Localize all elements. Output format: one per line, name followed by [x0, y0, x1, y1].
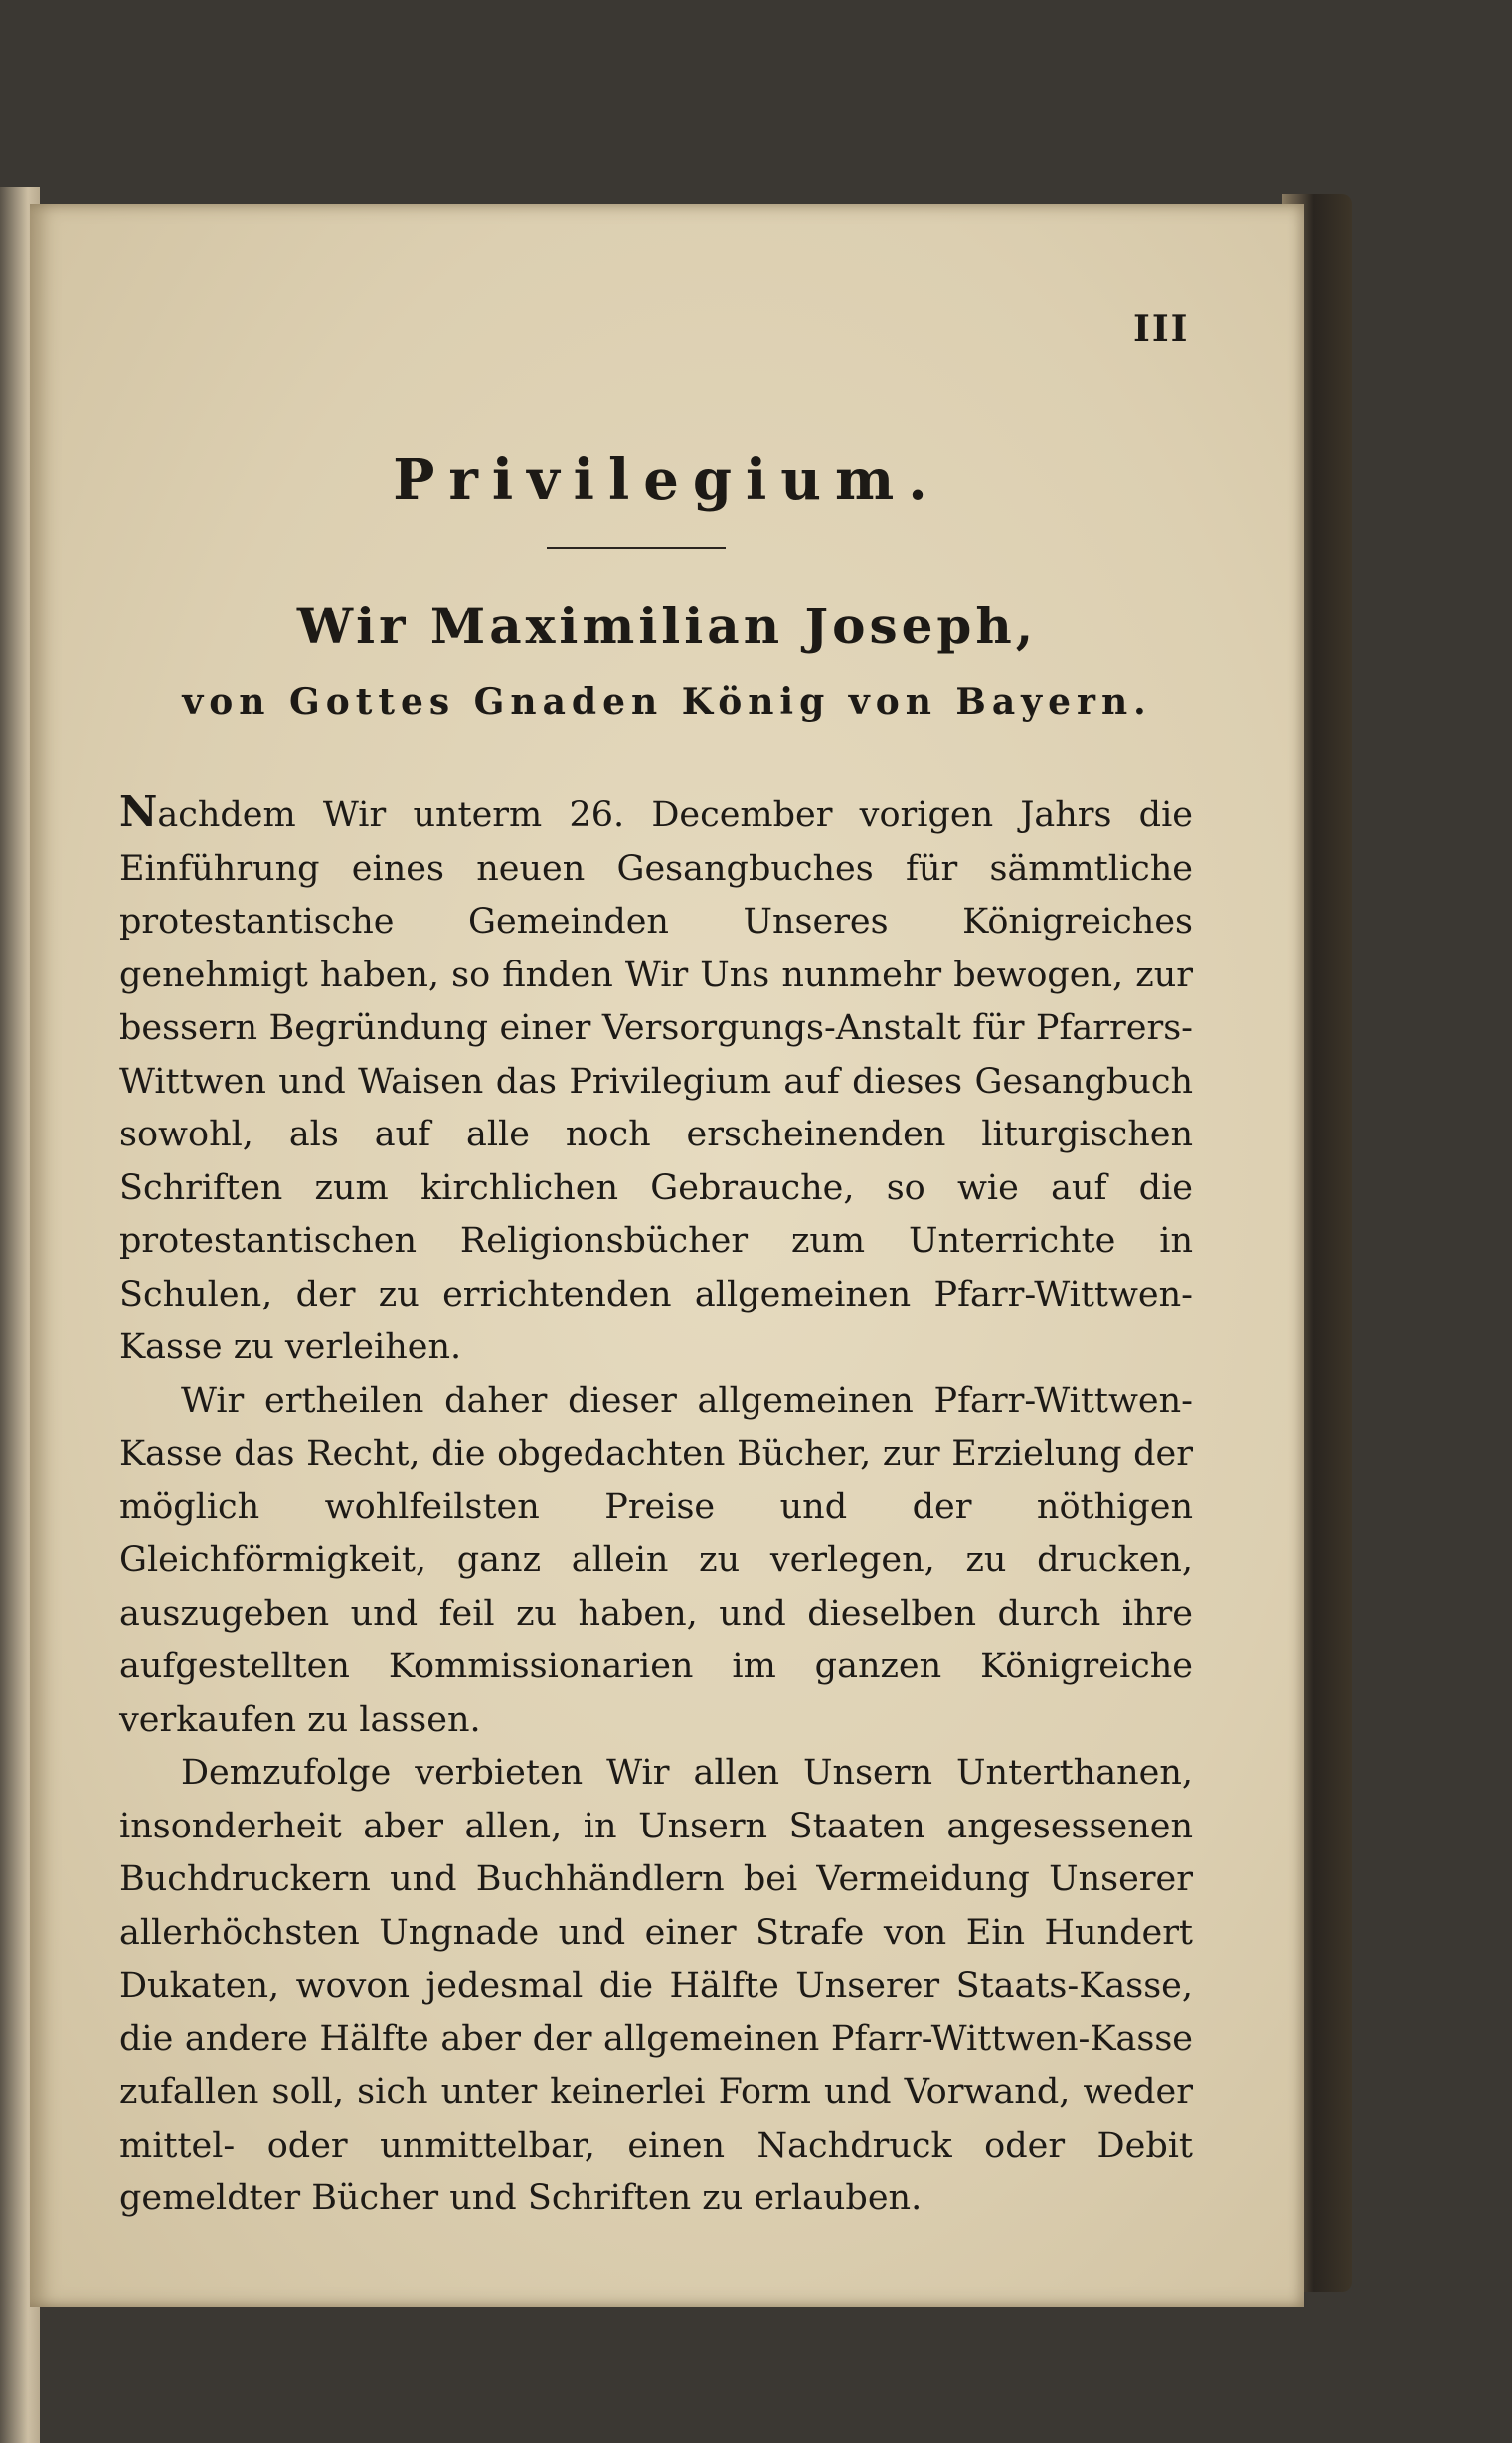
page-title: Privilegium. [393, 447, 941, 513]
book-page [30, 204, 1304, 2307]
title-divider [547, 547, 726, 549]
paragraph: Nachdem Wir unterm 26. December vorigen Jahrs die Einführung eines neuen Gesangbuches für sämmtliche protestantische Gemeinden Unseres Königreiches genehmigt haben, so finden Wir Uns nunmehr bewogen, zur bessern Begründung einer Versorgungs-Anstalt für Pfarrers-Wittwen und Waisen das Privilegium auf dieses Gesangbuch sowohl, als auf alle noch erscheinenden liturgischen Schriften zum kirchlichen Gebrauche, so wie auf die protestantischen Religionsbücher zum Unterrichte in Schulen, der zu errichtenden allgemeinen Pfarr-Wittwen-Kasse zu verleihen. [119, 787, 1193, 1367]
page-number: III [1133, 308, 1190, 350]
sovereign-subtitle: von Gottes Gnaden König von Bayern. [182, 681, 1152, 723]
paragraph: Demzufolge verbieten Wir allen Unsern Unterthanen, insonderheit aber allen, in Unsern Staaten angesessenen Buchdruckern und Buchhändlern bei Vermeidung Unserer allerhöchsten Ungnade und einer Strafe von Ein Hundert Dukaten, wovon jedesmal die Hälfte Unserer Staats-Kasse, die andere Hälfte aber der allgemeinen Pfarr-Wittwen-Kasse zufallen soll, sich unter keinerlei Form und Vorwand, weder mittel- oder unmittelbar, einen Nachdruck oder Debit gemeldter Bücher und Schriften zu erlauben. [119, 1753, 1193, 2218]
sovereign-heading: Wir Maximilian Joseph, [296, 597, 1038, 655]
body-text [119, 785, 1193, 2226]
paragraph: Wir ertheilen daher dieser allgemeinen Pfarr-Wittwen-Kasse das Recht, die obgedachten Bücher, zur Erzielung der möglich wohlfeilsten Preise und der nöthigen Gleichförmigkeit, ganz allein zu verlegen, zu drucken, auszugeben und feil zu haben, und dieselben durch ihre aufgestellten Kommissionarien im ganzen Königreiche verkaufen zu lassen. [119, 1380, 1193, 1740]
